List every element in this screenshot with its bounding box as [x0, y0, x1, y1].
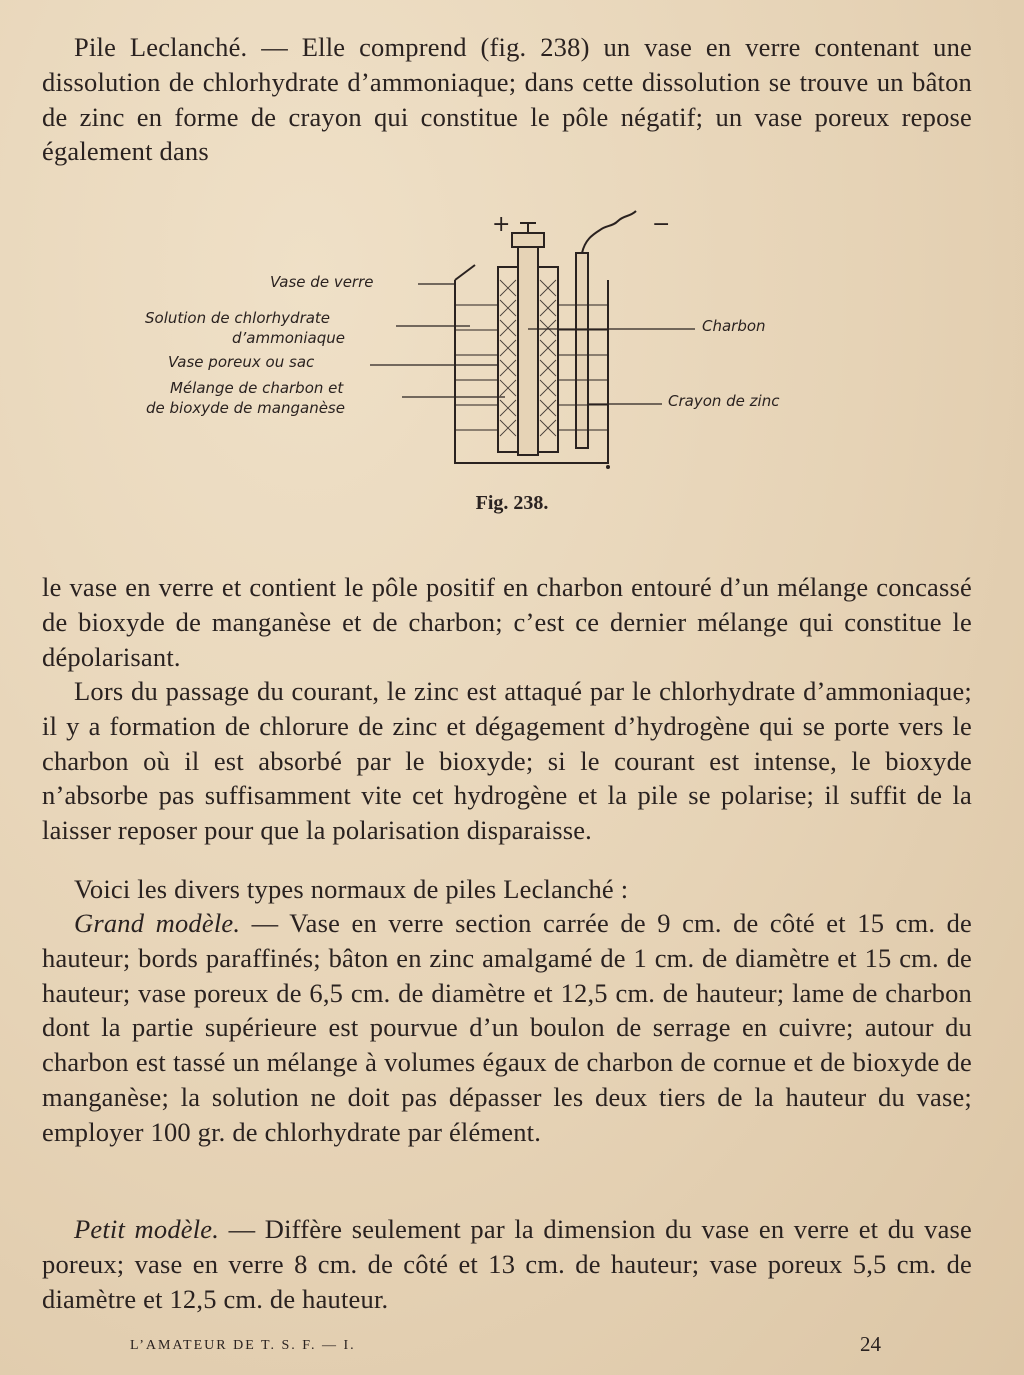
- grand-modele-heading: Grand modèle.: [74, 908, 241, 938]
- label-crayon-de-zinc: Crayon de zinc: [668, 392, 780, 410]
- label-solution-line1: Solution de chlorhydrate: [145, 309, 331, 327]
- label-solution-line2: d’ammoniaque: [232, 329, 346, 347]
- paragraph-types-intro: Voici les divers types normaux de piles Leclanché :: [74, 874, 629, 904]
- carbon-rod: [518, 245, 538, 455]
- paragraph-petit-modele: [42, 1212, 972, 1316]
- glass-vessel-rim: [455, 265, 475, 280]
- running-footer: L’AMATEUR DE T. S. F. — I.: [130, 1338, 356, 1353]
- zinc-rod: [576, 253, 588, 448]
- label-vase-poreux: Vase poreux ou sac: [168, 353, 315, 371]
- section-heading: Pile Leclanché.: [74, 32, 248, 62]
- negative-sign: −: [652, 212, 671, 237]
- petit-modele-text: — Diffère seulement par la dimension du vase en verre et du vase poreux; vase en verre 8 cm. de côté et 13 cm. de hauteur; vase poreux 5,5 cm. de diamètre et 12,5 cm. de hauteur.: [42, 1214, 973, 1314]
- paragraph-intro: [42, 30, 972, 169]
- paragraph-chemistry: Lors du passage du courant, le zinc est attaqué par le chlorhydrate d’ammoniaque; il y a formation de chlorure de zinc et dégagement d’hydrogène qui se porte vers le charbon où il est absorbé par le bioxyde; si le courant est intense, le bioxyde n’absorbe pas suffisamment vite cet hydrogène et la pile se polarise; il suffit de la laisser reposer pour que la polarisation disparaisse.: [42, 676, 972, 846]
- figure-caption: Fig. 238.: [475, 492, 549, 514]
- label-vase-de-verre: Vase de verre: [270, 273, 374, 291]
- paragraph-continuation: le vase en verre et contient le pôle positif en charbon entouré d’un mélange concassé de bioxyde de manganèse et de charbon; c’est ce dernier mélange qui constitue le dépolarisant.: [42, 572, 972, 672]
- zinc-wire: [582, 211, 636, 253]
- grand-modele-text: — Vase en verre section carrée de 9 cm. de côté et 15 cm. de hauteur; bords paraffinés; bâton en zinc amalgamé de 1 cm. de diamètre et 15 cm. de hauteur; vase poreux de 6,5 cm. de diamètre et 12,5 cm. de hauteur; lame de charbon dont la partie supérieure est pourvue d’un boulon de serrage en cuivre; autour du charbon est tassé un mélange à volumes égaux de charbon de cornue et de bioxyde de manganèse; la solution ne doit pas dépasser les deux tiers de la hauteur du vase; employer 100 gr. de chlorhydrate par élément.: [42, 908, 972, 1147]
- paragraph-intro-text: — Elle comprend (fig. 238) un vase en verre contenant une dissolution de chlorhydrate d’ammoniaque; dans cette dissolution se trouve un bâton de zinc en forme de crayon qui constitue le pôle négatif; un vase poreux repose également dans: [42, 32, 972, 167]
- paragraph-grand-modele: [42, 906, 972, 1150]
- label-melange-line2: de bioxyde de manganèse: [146, 399, 345, 417]
- petit-modele-heading: Petit modèle.: [74, 1214, 220, 1244]
- page-number: 24: [860, 1332, 881, 1356]
- carbon-terminal: [512, 233, 544, 247]
- figure-238: [140, 205, 840, 505]
- label-melange-line1: Mélange de charbon et: [170, 379, 344, 397]
- label-charbon: Charbon: [702, 317, 766, 335]
- positive-sign: +: [492, 212, 511, 237]
